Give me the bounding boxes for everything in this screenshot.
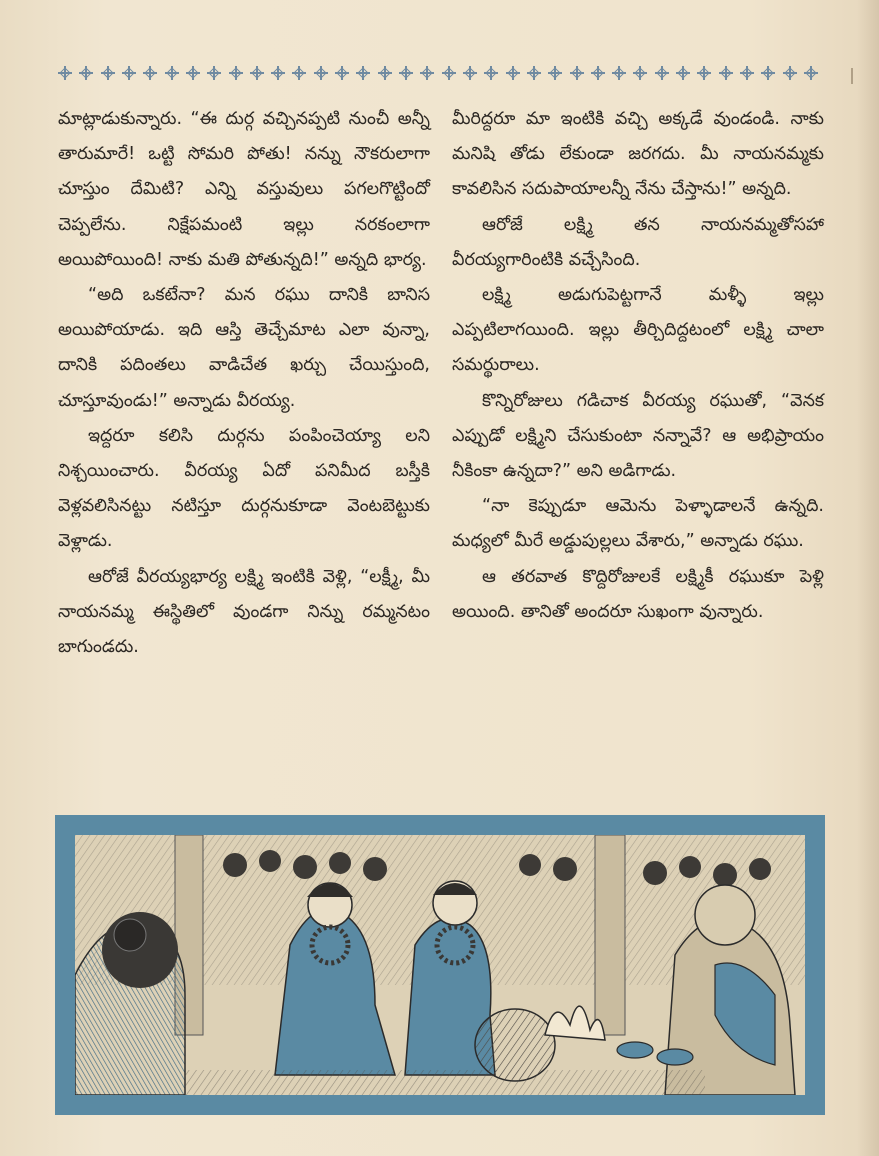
ornament-motif <box>548 66 562 80</box>
ornament-motif <box>186 66 200 80</box>
ornament-motif <box>101 66 115 80</box>
ornament-motif <box>165 66 179 80</box>
margin-mark <box>851 68 865 84</box>
wedding-scene-drawing <box>75 835 805 1095</box>
paragraph: ఆరోజే లక్ష్మి తన నాయనమ్మతోసహా వీరయ్యగారింటికి వచ్చేసింది. <box>452 214 824 270</box>
ornament-motif <box>719 66 733 80</box>
ornament-motif <box>676 66 690 80</box>
ornament-motif <box>122 66 136 80</box>
ornament-motif <box>79 66 93 80</box>
paragraph: కొన్నిరోజులు గడిచాక వీరయ్య రఘుతో, “వెనక ఎప్పుడో లక్ష్మిని చేసుకుంటా నన్నావే? ఆ అభిప్రాయం నీకింకా ఉన్నదా?” అని అడిగాడు. <box>452 390 824 482</box>
paragraph: “నా కెప్పుడూ ఆమెను పెళ్ళాడాలనే ఉన్నది. మధ్యలో మీరే అడ్డుపుల్లలు వేశారు,” అన్నాడు రఘు. <box>452 496 824 552</box>
ornament-motif <box>633 66 647 80</box>
ornament-motif <box>655 66 669 80</box>
ornament-motif <box>143 66 157 80</box>
right-text-column <box>452 102 824 630</box>
paragraph: ఇద్దరూ కలిసి దుర్గను పంపించెయ్యా లని నిశ్చయించారు. వీరయ్య ఏదో పనిమీద బస్తీకి వెళ్లవలిసినట్టు నటిస్తూ దుర్గనుకూడా వెంటబెట్టుకు వెళ్లాడు. <box>58 425 430 552</box>
paragraph: ఆ తరవాత కొద్దిరోజులకే లక్ష్మికీ రఘుకూ పెళ్లి అయింది. తానితో అందరూ సుఖంగా వున్నారు. <box>452 566 824 622</box>
ornament-motif <box>506 66 520 80</box>
paragraph: లక్ష్మి అడుగుపెట్టగానే మళ్ళీ ఇల్లు ఎప్పటిలాగయింది. ఇల్లు తీర్చిదిద్దటంలో లక్ష్మి చాలా సమర్థురాలు. <box>452 285 824 376</box>
ornament-motif <box>570 66 584 80</box>
ornament-motif <box>804 66 818 80</box>
ornament-motif <box>292 66 306 80</box>
ornament-motif <box>271 66 285 80</box>
ornament-motif <box>484 66 498 80</box>
ornament-motif <box>335 66 349 80</box>
ornament-motif <box>207 66 221 80</box>
ornament-motif <box>697 66 711 80</box>
ornament-motif <box>527 66 541 80</box>
decorative-border-top <box>58 62 818 84</box>
ornament-motif <box>314 66 328 80</box>
ornament-motif <box>250 66 264 80</box>
ornament-motif <box>58 66 72 80</box>
ornament-motif <box>378 66 392 80</box>
left-text-column <box>58 102 430 665</box>
ornament-motif <box>399 66 413 80</box>
ornament-motif <box>761 66 775 80</box>
illustration-frame <box>55 815 825 1115</box>
page-edge-shadow <box>857 0 879 1156</box>
wedding-illustration <box>75 835 805 1095</box>
ornament-motif <box>356 66 370 80</box>
ornament-motif <box>783 66 797 80</box>
ornament-motif <box>229 66 243 80</box>
ornament-motif <box>612 66 626 80</box>
paragraph: ఆరోజే వీరయ్యభార్య లక్ష్మి ఇంటికి వెళ్లి, “లక్ష్మీ, మీ నాయనమ్మ ఈస్థితిలో వుండగా నిన్ను రమ్మనటం బాగుండదు. <box>58 566 430 658</box>
ornament-motif <box>463 66 477 80</box>
paragraph: మాట్లాడుకున్నారు. “ఈ దుర్గ వచ్చినప్పటి నుంచీ అన్నీ తారుమారే! ఒట్టి సోమరి పోతు! నన్ను నౌకరులాగా చూస్తుం దేమిటి? ఎన్ని వస్తువులు పగలగొట్టిందో చెప్పలేను. నిక్షేపమంటి ఇల్లు నరకంలాగా అయిపోయింది! నాకు మతి పోతున్నది!” అన్నది భార్య. <box>58 109 430 270</box>
ornament-motif <box>591 66 605 80</box>
paragraph: మీరిద్దరూ మా ఇంటికి వచ్చి అక్కడే వుండండి. నాకు మనిషి తోడు లేకుండా జరగదు. మీ నాయనమ్మకు కావలిసిన సదుపాయాలన్నీ నేను చేస్తాను!” అన్నది. <box>452 109 824 200</box>
paragraph: “అది ఒకటేనా? మన రఘు దానికి బానిస అయిపోయాడు. ఇది ఆస్తి తెచ్చేమాట ఎలా వున్నా, దానికి పదింతలు వాడిచేత ఖర్చు చేయిస్తుంది, చూస్తూవుండు!” అన్నాడు వీరయ్య. <box>58 285 430 411</box>
ornament-motif <box>740 66 754 80</box>
ornament-motif <box>442 66 456 80</box>
ornament-motif <box>420 66 434 80</box>
